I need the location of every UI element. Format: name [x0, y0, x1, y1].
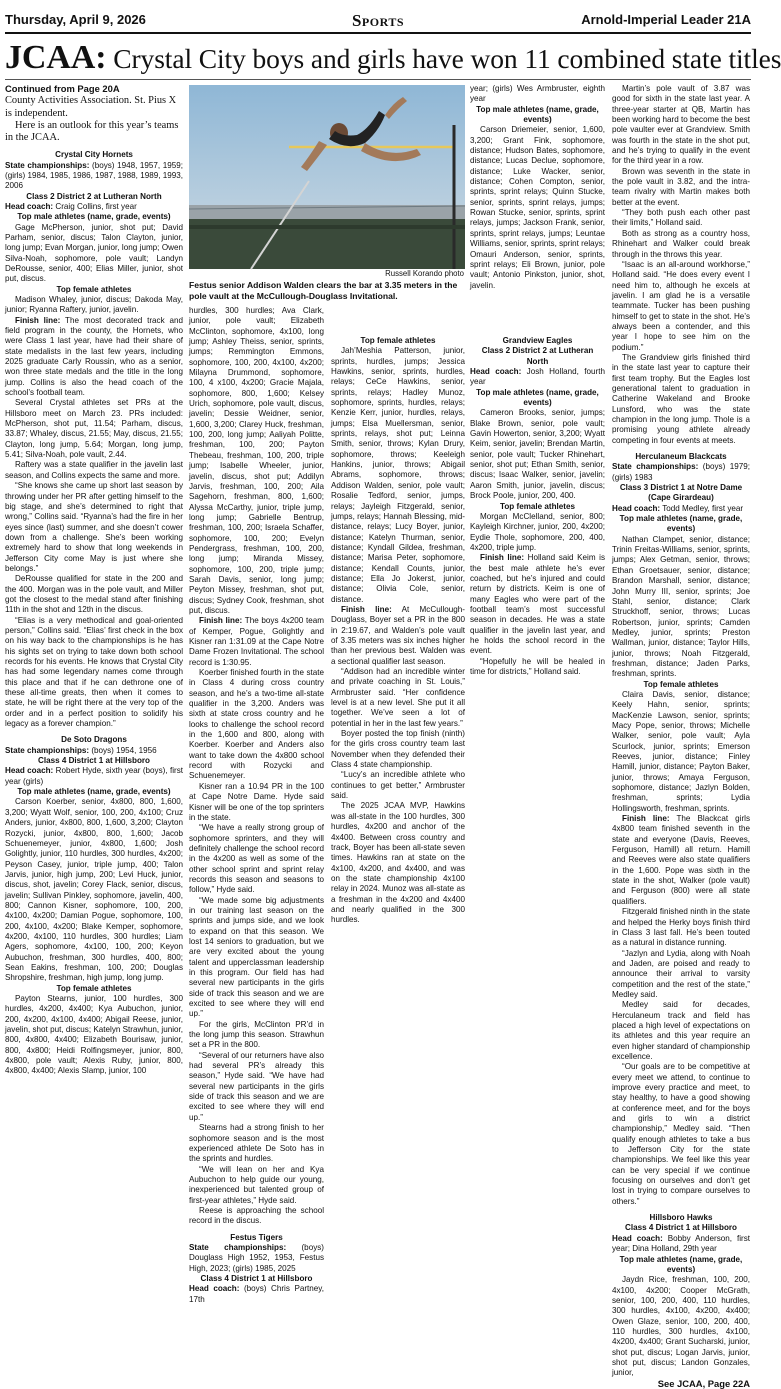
label: State championships: — [5, 745, 90, 755]
paragraph: Martin’s pole vault of 3.87 was good for sixth in the state last year. A three-year starter at QB, Martin has been working hard to become the best pole vaulter ever at Grandview. Smith was fourth in the state in the shot put, and he’s trying to qualify in the event for the third year in a row. — [612, 84, 750, 166]
paragraph: The most decorated track and field program in the county, the Hornets, who were Class 1 last year, have had their share of state medalists in the last few years, including 2025 graduate Carly Roussin, who as a senior, won three state medals and the title in the long jump. Collins is also the head coach of the school’s football team. — [5, 315, 183, 398]
head-coach: Craig Collins, first year — [53, 201, 137, 211]
athlete-list: Madison Whaley, junior, discus; Dakoda May, junior; Ryanna Raftery, junior, javelin. — [5, 294, 183, 315]
headline — [5, 39, 781, 77]
label: Finish line: — [341, 604, 392, 614]
state-titles: (boys) 1948, 1957, 1959; (girls) 1984, 1985, 1986, 1987, 1988, 1989, 1993, 2006 — [5, 160, 183, 191]
subhead: Top male athletes (name, grade, events) — [476, 104, 599, 125]
athlete-list: Carson Koerber, senior, 4x800, 800, 1,600, 3,200; Wyatt Wolf, senior, 100, 200, 4x100; Cruz Anders, junior, 4x800, 800, 1,600, 3,200; Clayton Rozycki, junior, 4x800, 800, 1,600; Jacob Schuenemeyer, junior, 4x800, 1,600; Josh Golightly, junior, 110 hurdles, 300 hurdles, 4x200; Peyson Casey, junior, triple jump, 400; Talon Jarvis, junior, high jump, 200; Levi Huck, junior, discus, shot, javelin; Corey Flack, senior, discus, javelin; Sullivan Pinkley, sophomore, javelin, 400, 800; Cannon Kisner, sophomore, 100, 200, 4x100, 4x200; Damian Pogue, sophomore, 100, 200, 4x100, 4x200; Blake Kemper, sophomore, 4x200, 4x100, 110 hurdles, 300 hurdles; Liam Agers, sophomore, 4x100, 100, 200; Keyon Aubuchon, freshman, 300 hurdles, 400, 800; Sean Eakins, freshman, 100, 200; Douglas Shropshire, freshman, high jump, long jump. — [5, 797, 183, 983]
subhead: Top male athletes (name, grade, events) — [17, 787, 171, 797]
headline-lead: JCAA: — [5, 39, 107, 76]
subhead: Top female athletes — [643, 679, 719, 689]
paragraph: The Grandview girls finished third in the state last year to capture their first team trophy. But the Eagles lost generational talent to graduation in Catherine Wakeland and Brooke Lunsford, who was the state champion in the long jump. Thole is a promising young athlete already competing in four events at meets. — [612, 352, 750, 445]
team-title: Hillsboro Hawks — [649, 1213, 713, 1223]
team-title: Grandview Eagles — [502, 336, 573, 345]
column-4 — [612, 84, 750, 1389]
page-header — [5, 12, 751, 34]
athlete-list: hurdles, 300 hurdles; Ava Clark, junior, pole vault; Elizabeth McClinton, sophomore, 4x100, long jump; Ashley Theiss, senior, sprints, jumps; Remmington Emmons, sophomore, 100, 200, 4x100, 4x200; Milayna Drummond, sophomore, 100, 4 x100, 4x200; Gracie Majala, sophomore, 800, 1,600; Kelsey Urich, sophomore, pole vault, discus, javelin; Dessie Weidner, senior, 1,600, 3,200; Clarey Huck, freshman, 100, 200, long jump; Aaliyah Politte, freshman, 100, 200; Payton Thebeau, freshman, 100, 200, triple jump; Isabelle Wheeler, junior, javelin, discus, shot put; Addilyn Jarvis, freshman, 100, 200; Aila Sagehorn, freshman, 800, 1,600; Alyssa McCarthy, junior, triple jump, long jump; Gabrielle Bentrup, freshman, 100, 200; Israela Schaffer, sophomore, 100, 200; Evelyn Pendergrass, freshman, 100, 200, long jump; Miranda Missey, sophomore, 100, 200, triple jump; Sarah Davis, senior, long jump; Peyton Missey, freshman, shot put, discus; Sydney Cook, freshman, shot put, discus. — [189, 306, 324, 615]
label: Finish line: — [622, 814, 670, 824]
headline-rule — [5, 79, 751, 80]
paragraph: Reese is approaching the school record in the discus. — [189, 1205, 324, 1226]
head-coach: Robert Hyde, sixth year (boys), first year (girls) — [5, 766, 183, 786]
head-coach: Todd Medley, first year — [660, 503, 744, 513]
paragraph: Kisner ran a 10.94 PR in the 100 at Cape Notre Dame. Hyde said Kisner will be one of the top sprinters in the state. — [189, 781, 324, 822]
head-coach: Josh Holland, fourth year — [470, 367, 605, 387]
state-titles: (boys) 1979; (girls) 1983 — [612, 462, 750, 482]
subhead: Top female athletes — [360, 336, 436, 345]
paragraph: Several Crystal athletes set PRs at the Hillsboro meet on March 23. PRs included: McPherson, shot put, 11.54; Parham, discus, 33.87; Whaley, discus, 21.55; May, discus, 21.55; Clayton, long jump, 5.64; Morgan, long jump, 5.41; Silva-Noah, pole vault, 2.44. — [5, 398, 183, 460]
label: Head coach: — [189, 1284, 240, 1294]
athlete-list: Cameron Brooks, senior, jumps; Blake Brown, senior, pole vault; Gavin Howerton, senior, 3,200; Wyatt Keim, senior, javelin; Brendan Martin, senior, pole vault; Tucker Rhinehart, senior, shot put; Ethan Smith, senior, discus; Isaac Walker, senior, javelin; Aaron Smith, junior, javelin, discus; Brock Poole, junior, 200, 400. — [470, 408, 605, 501]
subhead: Top male athletes (name, grade, events) — [619, 514, 743, 534]
paragraph: For the girls, McClinton PR’d in the long jump this season. Strawhun set a PR in the 800. — [189, 1019, 324, 1050]
paragraph: Koerber finished fourth in the state in Class 4 during cross country season, and he’s a two-time all-state qualifier in the 3,200. Anders was sixth at state cross country and he looks to challenge the school record in the 1,600 and 800, along with Koerber. Koerber and Anders also want to take down the 4x800 school record with Rozycki and Schuenemeyer. — [189, 668, 324, 781]
athlete-list: Payton Stearns, junior, 100 hurdles, 300 hurdles, 4x200, 4x400; Kya Aubuchon, junior, 200, 4x200, 4x100, 4x400; Abigail Reese, junior, javelin, shot put, discus; Katelyn Strawhun, junior, 800, 4x800, 4x400; Elizabeth Bourisaw, junior, 800, 4x800; Heidi Rolfingsmeyer, junior, 800, 4x800, pole vault; Alexis Ruby, junior, 800, 4x800, 4x400; Alexis Slamp, junior, 100 — [5, 994, 183, 1076]
paragraph: “We have a really strong group of sophomore sprinters, and they will definitely challenge the school record in the 4x200 as well as some of the other school sprint and sprint relay records this season and seasons to follow,” Hyde said. — [189, 823, 324, 895]
head-coach: Bobby Anderson, first year; Dina Holland, 29th year — [612, 1233, 750, 1254]
label: Finish line: — [480, 553, 525, 563]
subhead: Top male athletes (name, grade, events) — [619, 1254, 743, 1274]
paragraph: “She knows she came up short last season by throwing under her PR after getting himself to the big stage, and she’s determined to right that wrong,” Collins said. “Ryanna’s had the fire in her eyes since (last) summer, and she doesn’t cower down from a challenge. She’s been working extremely hard to show that long weekends in Jefferson City come May is just where she belongs.” — [5, 481, 183, 573]
paragraph: “Several of our returners have also had several PR’s already this season,” Hyde said. “We have had several new participants in the girls side of track this season and we are excited to see where they will end up.” — [189, 1050, 324, 1122]
paragraph: “We made some big adjustments in our training last season on the sprints and jumps side, and we look to expand on that this season. We lost 14 seniors to graduation, but we are very excited about the young talent and upperclassman leadership in this program. Our field has had several new participants in the girls side of track this season and we are excited to see where they will end up.” — [189, 895, 324, 1019]
column-3b — [470, 336, 605, 980]
paragraph: “We will lean on her and Kya Aubuchon to help guide our young, inexperienced but talented group of first-year athletes,” Hyde said. — [189, 1164, 324, 1205]
label: Head coach: — [470, 367, 522, 377]
paragraph: Stearns had a strong finish to her sophomore season and is the most experienced athlete De Soto has in the sprints and hurdles. — [189, 1123, 324, 1164]
label: State championships: — [5, 160, 90, 170]
district: Class 4 District 1 at Hillsboro — [37, 756, 150, 766]
column-3-top — [470, 84, 605, 336]
label: Head coach: — [612, 503, 661, 513]
athlete-list: Claira Davis, senior, distance; Keely Hahn, senior, sprints; MacKenzie Lawson, senior, sprints; Macy Pope, senior, throws; Michelle Walker, senior, pole vault; Ayla Scurlock, junior, sprints; Emerson Reeves, junior, distance; Finley Hamill, junior, distance; Payton Baker, junior, throws; Amaya Ferguson, sophomore, distance; Jazlyn Bolden, freshman, sprints; Lydia Hollingsworth, freshman, sprints. — [612, 689, 750, 813]
paragraph: Raftery was a state qualifier in the javelin last season, and Collins expects the same and more. — [5, 460, 183, 480]
district: Class 2 District 2 at Lutheran North — [26, 191, 162, 201]
paragraph: “Our goals are to be competitive at every meet we attend, to continue to improve every practice and meet, to stay healthy, to have a good showing at conference meet, and for the boys and girls to win a district championship,” Medley said. “Then qualify enough athletes to take a bus to Jefferson City for the state championships. We feel like this year can be very special if we continue focusing on ourselves and don’t get lost in trying to compare ourselves to others.” — [612, 1062, 750, 1206]
label: State championships: — [612, 462, 699, 472]
column-1 — [5, 83, 183, 1076]
paragraph: “They both push each other past their limits,” Holland said. — [612, 208, 750, 228]
pole-vault-photo — [189, 85, 465, 269]
photo-credit: Russell Korando photo — [385, 269, 464, 278]
district: Class 4 District 1 at Hillsboro — [200, 1273, 313, 1283]
paragraph: Holland said Keim is the best male athlete he’s ever coached, but he’s injured and could return by districts. Keim is one of many Eagles who were part of the football team’s most successful season in decades. He was a state qualifier in the javelin last year, and he holds the school record in the event. — [470, 553, 605, 656]
paragraph: Here is an outlook for this year’s teams in the JCAA. — [5, 119, 179, 143]
paper-page: Arnold-Imperial Leader 21A — [581, 12, 751, 27]
label: Head coach: — [5, 201, 54, 211]
paragraph: Brown was seventh in the state in the pole vault in 3.82, and the intra-team rivalry with Martin makes both better at the event. — [612, 166, 750, 207]
paragraph: “Isaac is an all-around workhorse,” Holland said. “He does every event I need him to, although he excels at javelin. I am glad he is a versatile teammate. Tucker has been pushing himself to get to state in the shot. He’s always been a contender, and this year I hope to see him on the podium.” — [612, 259, 750, 352]
column-3 — [331, 336, 465, 980]
state-titles: (boys) Douglass High 1952, 1953, Festus High, 2023; (girls) 1985, 2025 — [189, 1242, 324, 1273]
subhead: Top male athletes (name, grade, events) — [476, 387, 599, 408]
paragraph: Boyer posted the top finish (ninth) for the girls cross country team last November when they defended their Class 4 state championship. — [331, 729, 465, 770]
subhead: Top male athletes (name, grade, events) — [17, 212, 171, 222]
label: Head coach: — [5, 766, 54, 776]
paragraph: At McCullough-Douglass, Boyer set a PR in the 800 in 2:19.67, and Walden’s pole vault of 3.35 meters was six inches higher than her previous best. Walden was a sectional qualifier last season. — [331, 604, 465, 666]
paragraph: “Jazlyn and Lydia, along with Noah and Jaden, are poised and ready to announce their arrival to varsity competition and the rest of the state,” Medley said. — [612, 948, 750, 999]
district: Class 3 District 1 at Notre Dame (Cape Girardeau) — [619, 483, 743, 503]
athlete-list: Jah’Meshia Patterson, junior, sprints, hurdles, jumps; Jessica Hawkins, senior, sprints, hurdles, relays; CeCe Hawkins, senior, sprints, relays; Hadley Munoz, sophomore, sprints, hurdles, relays; Kenzie Kerr, junior, hurdles, relays, jumps; Elsa Muellersman, senior, sprints, relays, shot put; Leinna Smith, senior, throws; Kylan Drury, sophomore, throws; Keeleigh Hankins, junior, throws; Abigail Abrams, sophomore, throws; Addison Walden, senior, pole vault; Rosalie Tedford, senior, jumps, relays; Jayleigh Fitzgerald, senior, jumps, relays; Hannah Blessing, mid-distance, relays; Lucy Boyer, junior, distance; Katelyn Thurman, senior, distance; Kyndall Gildea, freshman, distance; Marisa Peter, sophomore, distance; Kendall Counts, junior, distance; Ella Jo Jokerst, junior, distance; Olivia Cole, senior, distance. — [331, 346, 465, 604]
issue-date: Thursday, April 9, 2026 — [5, 12, 146, 27]
paragraph: The boys 4x200 team of Kemper, Pogue, Golightly and Kisner ran 1:31.09 at the Cape Notre Dame Frozen Invitational. The school record is 1:30.95. — [189, 616, 324, 667]
label: Finish line: — [199, 616, 243, 626]
athlete-list: Jaydn Rice, freshman, 100, 200, 4x100, 4x200; Cooper McGrath, senior, 100, 200, 400, 110 hurdles, 300 hurdles, 4x100, 4x200, 4x400; Owen Glaze, senior, 100, 200, 400, 110 hurdles, 300 hurdles, 4x100, 4x200, 4x400; Grant Sucharski, junior, shot put, discus; Logan Jarvis, junior, shot put, discus; Landon Gonzales, junior, — [612, 1275, 750, 1378]
label: Head coach: — [612, 1233, 663, 1243]
subhead: Top female athletes — [56, 983, 132, 993]
paragraph: Medley said for decades, Herculaneum track and field has placed a high level of expectations on its athletes and this year require an even higher standard of championship excellence. — [612, 1000, 750, 1061]
paragraph: “Lucy’s an incredible athlete who continues to get better,” Armbruster said. — [331, 770, 465, 801]
continued-from: Continued from Page 20A — [5, 83, 120, 94]
paragraph: year; (girls) Wes Armbruster, eighth year — [470, 84, 605, 104]
athlete-list: Carson Driemeier, senior, 1,600, 3,200; Grant Fink, sophomore, distance; Hudson Bates, sophomore, distance; Lucas Declue, sophomore, distance; Luke Wacker, senior, distance; Cohen Compton, senior, sprints, sprint relays; Quinn Stucke, senior, sprints, sprint relays, jumps; Rowan Stucke, senior, sprints, sprint relays, jumps; Jackson Frank, senior, sprints, sprint relays, jumps; Leuntae Williams, senior, sprints, sprint relays; Omauri Anderson, senior, sprints, sprint relays; Eli Brown, junior, pole vault; Antonio Pinkston, junior, shot, javelin. — [470, 125, 605, 290]
state-titles: (boys) 1954, 1956 — [89, 745, 157, 755]
head-coach: (boys) Chris Partney, 17th — [189, 1284, 324, 1304]
subhead: Top female athletes — [56, 284, 132, 294]
label: Finish line: — [15, 315, 61, 325]
team-title: Crystal City Hornets — [55, 150, 133, 160]
team-title: De Soto Dragons — [61, 735, 127, 745]
team-title: Festus Tigers — [230, 1232, 283, 1242]
subhead: Top female athletes — [500, 501, 575, 511]
team-title: Herculaneum Blackcats — [635, 452, 727, 462]
paragraph: The Blackcat girls 4x800 team finished seventh in the state and everyone (Davis, Reeves, Ferguson, Hamill) all return. Hamill and Reeves were also state qualifiers in the 1,600. Pope was sixth in the state in the shot, Walker (pole vault) and Ferguson (800) were all state qualifiers. — [612, 814, 750, 906]
paragraph: The 2025 JCAA MVP, Hawkins was all-state in the 100 hurdles, 300 hurdles, 4x200 and anchor of the 4x400. Between cross country and track, Boyer has been all-state seven times. Hawkins ran at state on the 4x100, 4x200, and 4x400, and was on the state championship 4x100 relay in 2024. Munoz was all-state as a freshman in the 4x200 and 4x400 and nearly qualified in the 300 hurdles. — [331, 801, 465, 925]
paragraph: DeRousse qualified for state in the 200 and the 400. Morgan was in the pole vault, and Miller got the closest to the medal stand after finishing 11th in the shot and 12th in the discus. — [5, 574, 183, 615]
jump-line: See JCAA, Page 22A — [657, 1377, 750, 1389]
district: Class 2 District 2 at Lutheran North — [481, 346, 594, 366]
column-2 — [189, 306, 324, 1304]
athlete-list: Morgan McClelland, senior, 800; Kayleigh Kirchner, junior, 200, 4x200; Eydie Thole, sophomore, 200, 400, 4x200, triple jump. — [470, 511, 605, 552]
athlete-list: Nathan Clampet, senior, distance; Trinin Freitas-Williams, senior, sprints, jumps; Alex Getman, senior, throws; Ethan Groetsauer, senior, distance; Brandon Marshall, senior, distance; John Murry III, senior, sprints; Joe Stahl, senior, distance; Clark Struckhoff, senior, throws; Lucas Robertson, junior, sprints; Camden Medley, junior, sprints; Preston Wallman, junior, distance; Taylor Hills, junior, throws; Noah Fitzgerald, freshman, distance; Jaden Parks, freshman, sprints. — [612, 534, 750, 679]
paragraph: “Hopefully he will be healed in time for districts,” Holland said. — [470, 656, 605, 676]
paragraph: Fitzgerald finished ninth in the state and helped the Herky boys finish third in Class 3 last fall. He’s been touted as a natural in distance running. — [612, 907, 750, 948]
district: Class 4 District 1 at Hillsboro — [624, 1223, 737, 1233]
paragraph: “Elias is a very methodical and goal-oriented person,” Collins said. “Elias’ first check in the box on his way back to the championships is he has his sights set on trying to take down both school records for his events. He knows that Crystal City has had some legendary names come through this place and that if he can dethrone one of these all-time greats, then when it comes to state, he will be right there at the very top of the order and in a perfect position to solidify his legacy as a forever champion.” — [5, 615, 183, 729]
athlete-list: Gage McPherson, junior, shot put; David Parham, senior, discus; Talon Clayton, junior, long jump; Evan Morgan, junior, long jump; Owen Silva-Noah, sophomore, pole vault; Landyn DeRousse, senior, 400; Elias Miller, junior, shot put, discus. — [5, 222, 183, 284]
section-name: Sports — [351, 11, 405, 30]
label: State championships: — [189, 1242, 287, 1252]
paragraph: Both as strong as a country hoss, Rhinehart and Walker could break through in the throws this year. — [612, 228, 750, 259]
headline-rest: Crystal City boys and girls have won 11 combined state titles — [106, 43, 781, 74]
paragraph: “Addison had an incredible winter and private coaching in St. Louis,” Armbruster said. “Her confidence level is at a new level. She put it all together. We’ve seen a lot of potential in her in the last few years.” — [331, 667, 465, 728]
paragraph: County Activities Association. St. Pius X is independent. — [5, 95, 177, 119]
photo-caption: Festus senior Addison Walden clears the bar at 3.35 meters in the pole vault at the McCullough-Douglass Invitational. — [189, 280, 458, 301]
